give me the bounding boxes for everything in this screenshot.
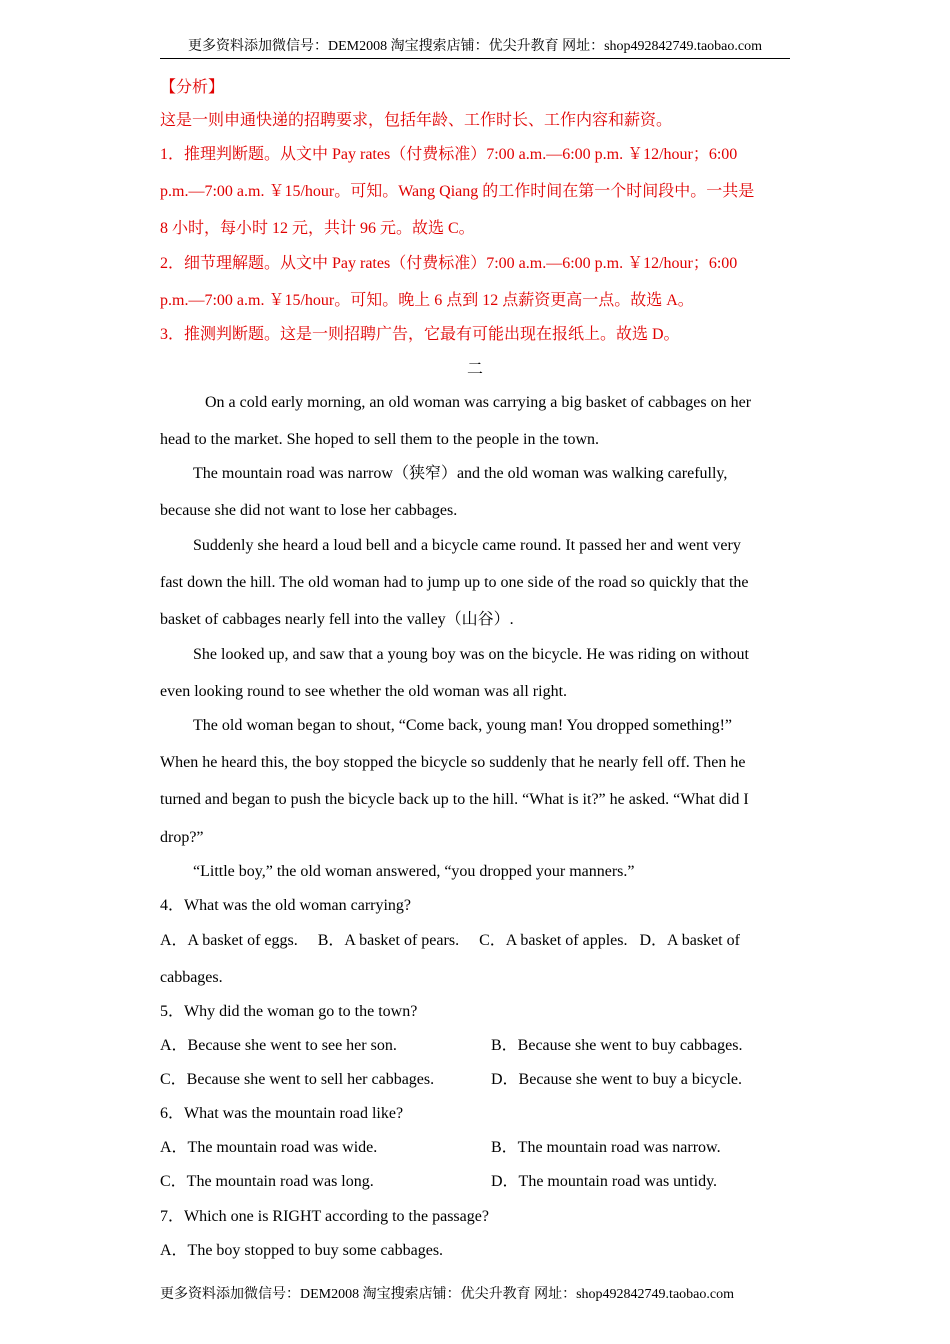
question-5-option-d: D．Because she went to buy a bicycle.	[491, 1071, 743, 1088]
question-4-options: A．A basket of eggs. B．A basket of pears. C．A basket of apples. D．A basket of	[160, 932, 740, 949]
question-6-option-b: B．The mountain road was narrow.	[491, 1139, 721, 1156]
page-header: 更多资料添加微信号：DEM2008 淘宝搜索店铺：优尖升教育 网址：shop492842749.taobao.com	[160, 38, 790, 59]
analysis-title: 【分析】	[160, 79, 225, 96]
passage-line: Suddenly she heard a loud bell and a bicycle came round. It passed her and went very	[193, 537, 741, 554]
analysis-line: 3．推测判断题。这是一则招聘广告，它最有可能出现在报纸上。故选 D。	[160, 326, 680, 343]
question-4-option-d-cont: cabbages.	[160, 969, 223, 986]
passage-line: turned and began to push the bicycle back up to the hill. “What is it?” he asked. “What did I	[160, 791, 749, 808]
passage-line: The mountain road was narrow（狭窄）and the old woman was walking carefully,	[193, 465, 728, 482]
passage-line: The old woman began to shout, “Come back, young man! You dropped something!”	[193, 717, 733, 734]
question-7-stem: 7．Which one is RIGHT according to the passage?	[160, 1208, 489, 1225]
question-7-option-a: A．The boy stopped to buy some cabbages.	[160, 1242, 444, 1259]
passage-line: because she did not want to lose her cabbages.	[160, 502, 458, 519]
analysis-line: p.m.—7:00 a.m. ￥15/hour。可知。晚上 6 点到 12 点薪资更高一点。故选 A。	[160, 292, 694, 309]
passage-line: head to the market. She hoped to sell them to the people in the town.	[160, 431, 600, 448]
analysis-line: p.m.—7:00 a.m. ￥15/hour。可知。Wang Qiang 的工作时间在第一个时间段中。一共是	[160, 183, 755, 200]
analysis-line: 这是一则申通快递的招聘要求，包括年龄、工作时长、工作内容和薪资。	[160, 112, 673, 129]
passage-line: fast down the hill. The old woman had to jump up to one side of the road so quickly that the	[160, 574, 749, 591]
question-5-option-a: A．Because she went to see her son.	[160, 1037, 397, 1054]
analysis-line: 1．推理判断题。从文中 Pay rates（付费标准）7:00 a.m.—6:00 p.m. ￥12/hour；6:00	[160, 146, 738, 163]
question-5-option-c: C．Because she went to sell her cabbages.	[160, 1071, 435, 1088]
page-footer: 更多资料添加微信号：DEM2008 淘宝搜索店铺：优尖升教育 网址：shop492842749.taobao.com	[160, 1287, 734, 1302]
question-6-option-c: C．The mountain road was long.	[160, 1173, 374, 1190]
section-title: 二	[466, 361, 483, 378]
question-5-option-b: B．Because she went to buy cabbages.	[491, 1037, 743, 1054]
question-5-stem: 5．Why did the woman go to the town?	[160, 1003, 418, 1020]
passage-line: On a cold early morning, an old woman was carrying a big basket of cabbages on her	[205, 394, 752, 411]
passage-line: even looking round to see whether the old woman was all right.	[160, 683, 568, 700]
passage-line: She looked up, and saw that a young boy was on the bicycle. He was riding on without	[193, 646, 749, 663]
passage-line: “Little boy,” the old woman answered, “you dropped your manners.”	[193, 863, 635, 880]
question-6-option-a: A．The mountain road was wide.	[160, 1139, 378, 1156]
passage-line: basket of cabbages nearly fell into the valley（山谷）.	[160, 611, 514, 628]
question-4-stem: 4．What was the old woman carrying?	[160, 897, 412, 914]
passage-line: When he heard this, the boy stopped the bicycle so suddenly that he nearly fell off. Then he	[160, 754, 746, 771]
passage-line: drop?”	[160, 829, 204, 846]
question-6-stem: 6．What was the mountain road like?	[160, 1105, 404, 1122]
analysis-line: 8 小时，每小时 12 元，共计 96 元。故选 C。	[160, 220, 475, 237]
question-6-option-d: D．The mountain road was untidy.	[491, 1173, 718, 1190]
analysis-line: 2．细节理解题。从文中 Pay rates（付费标准）7:00 a.m.—6:00 p.m. ￥12/hour；6:00	[160, 255, 738, 272]
